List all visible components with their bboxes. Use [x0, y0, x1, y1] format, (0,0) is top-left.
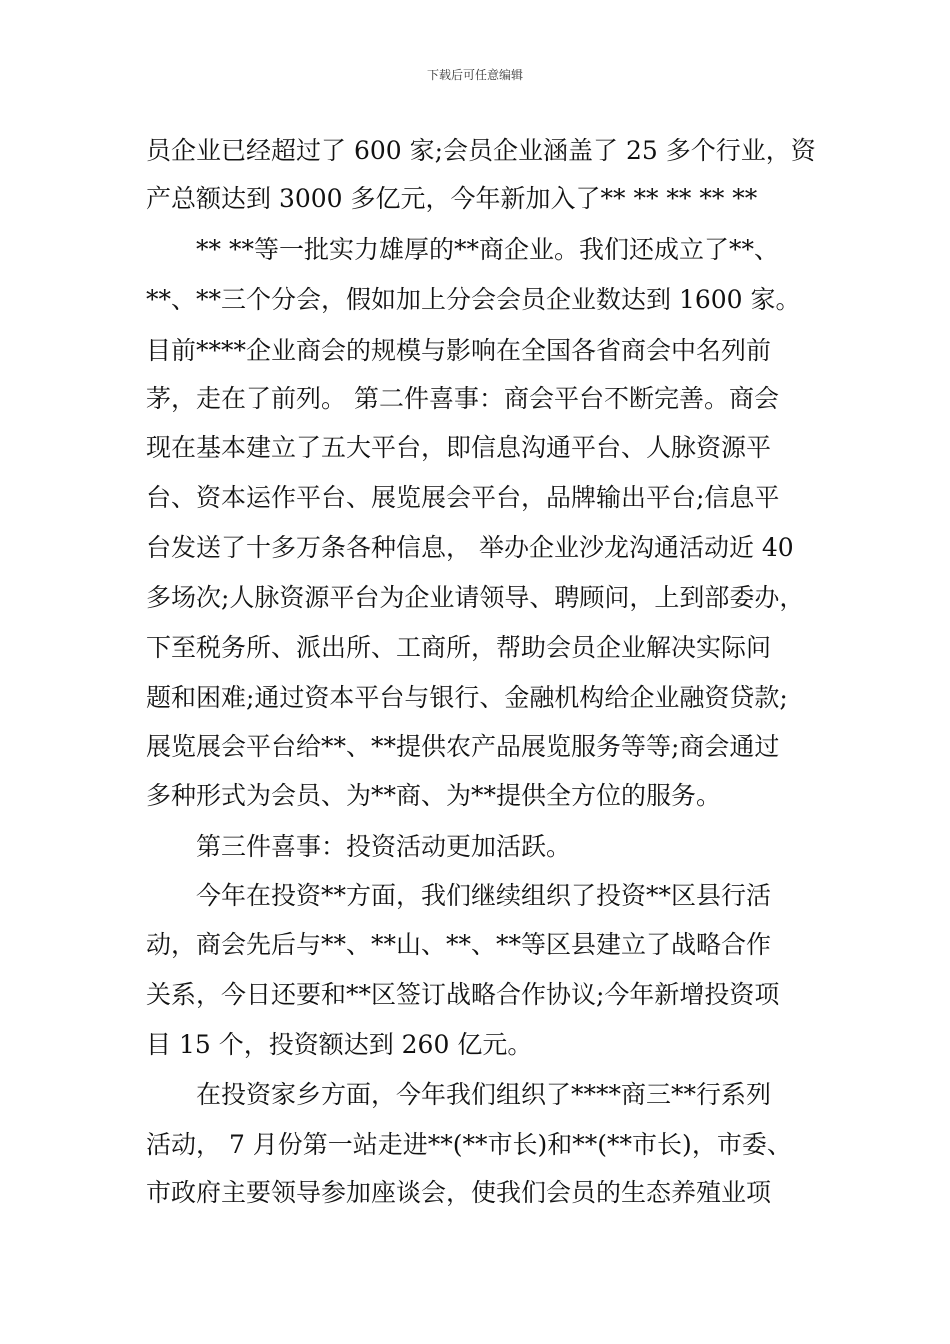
body-line: 多场次;人脉资源平台为企业请领导、聘顾问，上到部委办， [146, 583, 805, 612]
body-line: 员企业已经超过了 600 家;会员企业涵盖了 25 多个行业，资 [146, 136, 816, 165]
body-line: 目前****企业商会的规模与影响在全国各省商会中名列前 [146, 336, 772, 365]
body-line: 活动， 7 月份第一站走进**(**市长)和**(**市长)，市委、 [146, 1130, 792, 1159]
page-header: 下载后可任意编辑 [426, 68, 523, 82]
body-line: **、**三个分会，假如加上分会会员企业数达到 1600 家。 [146, 285, 801, 314]
body-line: 产总额达到 3000 多亿元，今年新加入了** ** ** ** ** [146, 184, 758, 213]
body-line: 台发送了十多万条各种信息， 举办企业沙龙沟通活动近 40 [146, 533, 794, 562]
body-line: ** **等一批实力雄厚的**商企业。我们还成立了**、 [196, 235, 779, 264]
body-line: 题和困难;通过资本平台与银行、金融机构给企业融资贷款; [146, 683, 788, 712]
section-heading: 第三件喜事：投资活动更加活跃。 [196, 832, 572, 861]
body-line: 下至税务所、派出所、工商所，帮助会员企业解决实际问 [146, 633, 772, 662]
body-line: 多种形式为会员、为**商、为**提供全方位的服务。 [146, 781, 722, 810]
body-line: 市政府主要领导参加座谈会，使我们会员的生态养殖业项 [146, 1178, 772, 1207]
body-line: 台、资本运作平台、展览展会平台，品牌输出平台;信息平 [146, 483, 780, 512]
body-line: 茅，走在了前列。 第二件喜事：商会平台不断完善。商会 [146, 384, 779, 413]
body-line: 今年在投资**方面，我们继续组织了投资**区县行活 [196, 881, 772, 910]
body-line: 关系，今日还要和**区签订战略合作协议;今年新增投资项 [146, 980, 780, 1009]
body-line: 在投资家乡方面，今年我们组织了****商三**行系列 [196, 1080, 772, 1109]
body-line: 目 15 个，投资额达到 260 亿元。 [146, 1030, 533, 1059]
body-line: 动，商会先后与**、**山、**、**等区县建立了战略合作 [146, 930, 772, 959]
body-line: 现在基本建立了五大平台，即信息沟通平台、人脉资源平 [146, 433, 772, 462]
body-line: 展览展会平台给**、**提供农产品展览服务等等;商会通过 [146, 732, 780, 761]
